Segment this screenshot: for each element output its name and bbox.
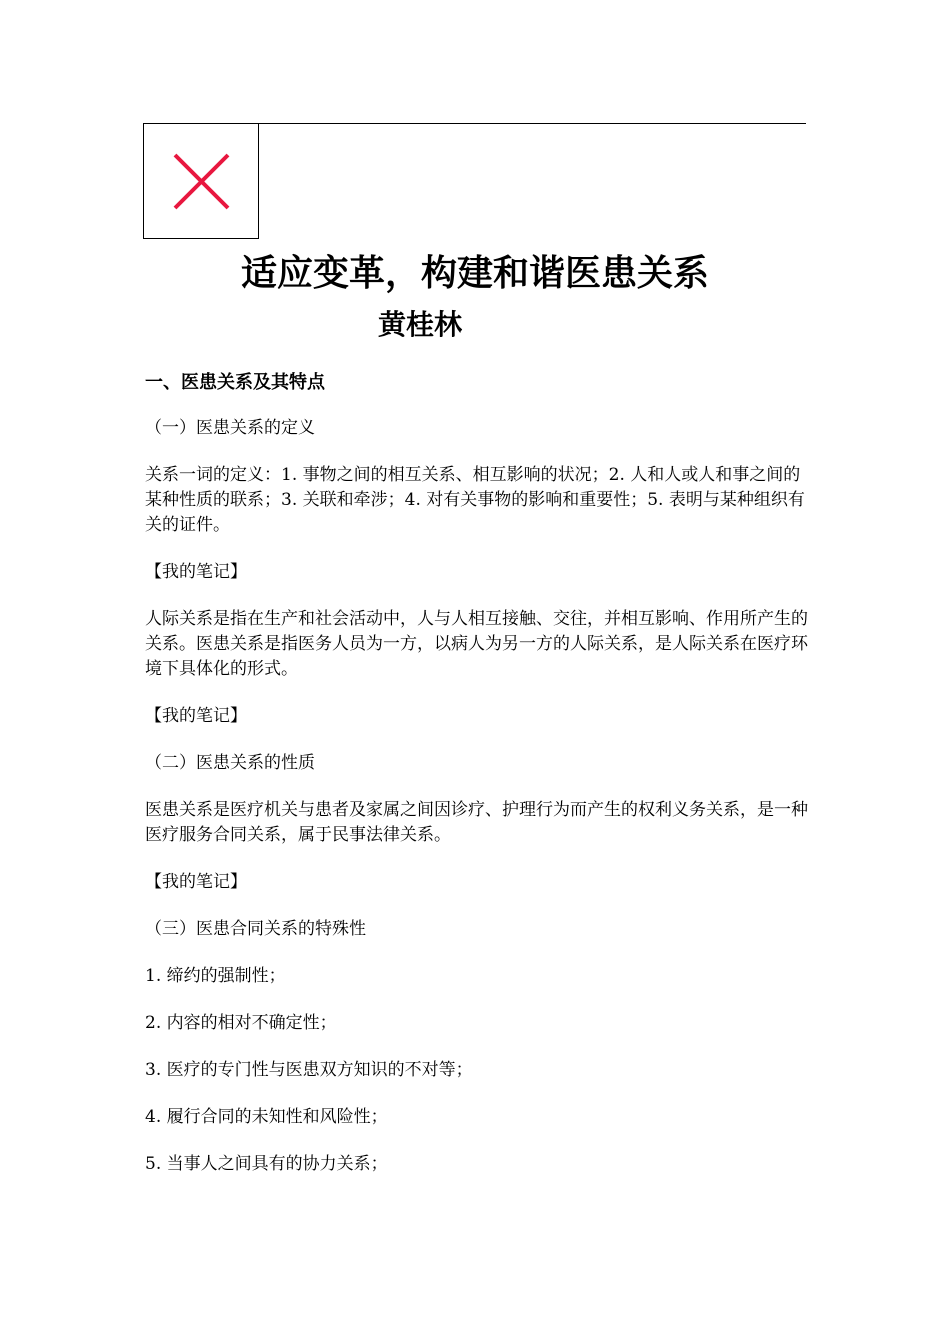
broken-image-icon xyxy=(144,124,258,238)
list-item: 5. 当事人之间具有的协力关系； xyxy=(145,1154,388,1174)
list-item: 1. 缔约的强制性； xyxy=(145,966,286,986)
document-body xyxy=(145,368,810,1199)
subsection-heading-particularity: （三）医患合同关系的特殊性 xyxy=(145,919,366,939)
document-title: 适应变革，构建和谐医患关系 xyxy=(240,253,709,294)
subsection-heading-definition: （一）医患关系的定义 xyxy=(145,418,315,438)
paragraph-interpersonal-relations: 人际关系是指在生产和社会活动中，人与人相互接触、交往，并相互影响、作用所产生的关系。医患关系是指医务人员为一方，以病人为另一方的人际关系，是人际关系在医疗环境下具体化的形式。 xyxy=(145,609,808,679)
section-heading: 一、医患关系及其特点 xyxy=(145,372,325,393)
list-item: 3. 医疗的专门性与医患双方知识的不对等； xyxy=(145,1060,473,1080)
paragraph-relation-nature: 医患关系是医疗机关与患者及家属之间因诊疗、护理行为而产生的权利义务关系，是一种医疗服务合同关系，属于民事法律关系。 xyxy=(145,800,808,845)
list-item: 4. 履行合同的未知性和风险性； xyxy=(145,1107,388,1127)
subsection-heading-nature: （二）医患关系的性质 xyxy=(145,753,315,773)
paragraph-relation-definition: 关系一词的定义：1. 事物之间的相互关系、相互影响的状况；2. 人和人或人和事之间的某种性质的联系；3. 关联和牵涉；4. 对有关事物的影响和重要性；5. 表明与某种组织有关的证件。 xyxy=(145,465,805,535)
document-author: 黄桂林 xyxy=(377,308,462,341)
notes-label: 【我的笔记】 xyxy=(145,562,247,582)
list-item: 2. 内容的相对不确定性； xyxy=(145,1013,337,1033)
notes-label: 【我的笔记】 xyxy=(145,872,247,892)
notes-label: 【我的笔记】 xyxy=(145,706,247,726)
broken-image-placeholder xyxy=(143,123,259,239)
